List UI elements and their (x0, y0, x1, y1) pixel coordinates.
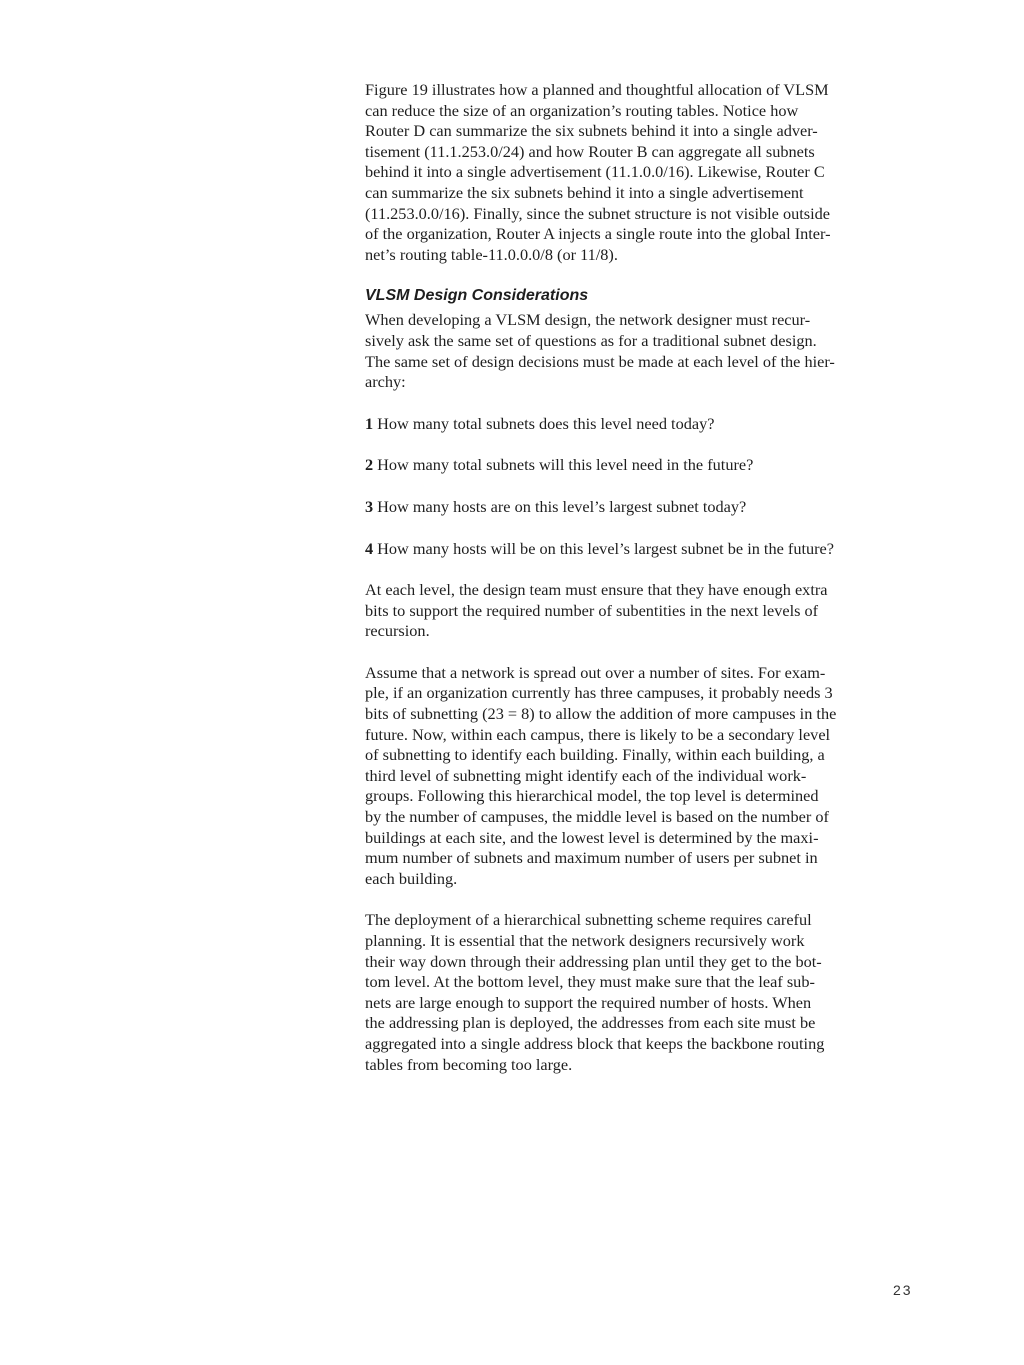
deployment-paragraph: The deployment of a hierarchical subnetting scheme requires careful planning. It is essential that the network designers recursively work their way down through their addressing plan until they get to the bot- tom level. At the bottom level, they must make sure that the leaf sub- nets are large enough to support the required number of hosts. When the addressing plan is deployed, the addresses from each site must be aggregated into a single address block that keeps the backbone routing tables from becoming too large. (365, 910, 825, 1074)
section-lead-paragraph: When developing a VLSM design, the network designer must recur- sively ask the same set of questions as for a traditional subnet design. The same set of design decisions must be made at each level of the hier- archy: (365, 310, 835, 392)
list-item (365, 497, 925, 518)
list-item-text: How many total subnets does this level need today? (377, 413, 715, 433)
list-item (365, 455, 925, 476)
list-item-number: 2 (365, 455, 374, 475)
list-item-number: 4 (365, 538, 374, 558)
questions-list (365, 414, 925, 559)
list-item-number: 1 (365, 413, 374, 433)
sites-paragraph: Assume that a network is spread out over a number of sites. For exam- ple, if an organization currently has three campuses, it probably needs 3 bits of subnetting (23 = 8) to allow the addition of more campuses in the future. Now, within each campus, there is likely to be a secondary level of subnetting to identify each building. Finally, within each building, a third level of subnetting might identify each of the individual work- groups. Following this hierarchical model, the top level is determined by the number of campuses, the middle level is based on the number of buildings at each site, and the lowest level is determined by the maxi- mum number of subnets and maximum number of users per subnet in each building. (365, 662, 837, 888)
recursion-paragraph: At each level, the design team must ensure that they have enough extra bits to support the required number of subentities in the next levels of recursion. (365, 580, 828, 641)
section-heading: VLSM Design Considerations (365, 287, 589, 305)
list-item (365, 539, 925, 560)
list-item-text: How many total subnets will this level need in the future? (377, 455, 754, 475)
list-item-text: How many hosts are on this level’s largest subnet today? (377, 496, 747, 516)
list-item-text: How many hosts will be on this level’s largest subnet be in the future? (377, 538, 834, 558)
page-number: 23 (893, 1282, 913, 1298)
list-item (365, 414, 925, 435)
document-body (365, 80, 925, 1096)
list-item-number: 3 (365, 496, 374, 516)
intro-paragraph: Figure 19 illustrates how a planned and thoughtful allocation of VLSM can reduce the size of an organization’s routing tables. Notice how Router D can summarize the six subnets behind it into a single adver- tisement (11.1.253.0/24) and how Router B can aggregate all subnets behind it into a single advertisement (11.1.0.0/16). Likewise, Router C can summarize the six subnets behind it into a single advertisement (11.253.0.0/16). Finally, since the subnet structure is not visible outside of the organization, Router A injects a single route into the global Inter- net’s routing table-11.0.0.0/8 (or 11/8). (365, 80, 831, 264)
